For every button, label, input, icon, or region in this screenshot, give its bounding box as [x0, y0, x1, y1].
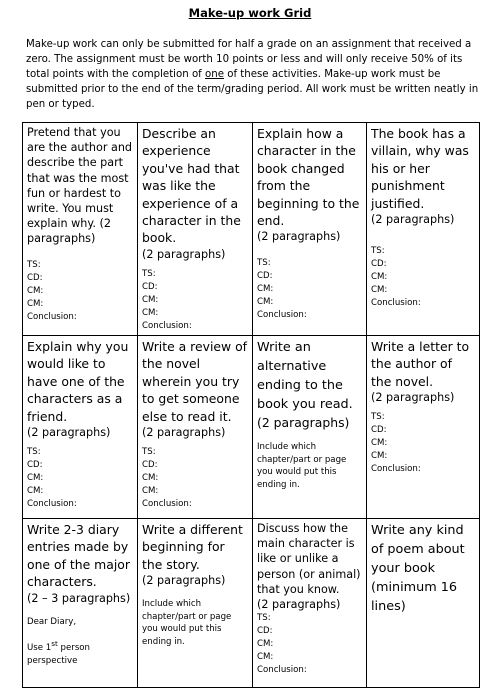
rubric-list: [371, 245, 475, 310]
rubric-cd: CD:: [27, 460, 43, 471]
grid-row: [23, 123, 480, 336]
cell-requirement: (2 paragraphs): [257, 598, 341, 612]
perspective-note: [27, 638, 133, 667]
grid-cell-novel-review: [138, 336, 253, 519]
rubric-cm: CM:: [142, 486, 159, 497]
rubric-conclusion: Conclusion:: [27, 311, 77, 322]
rubric-list: [142, 268, 248, 333]
cell-requirement: (2 paragraphs): [27, 426, 111, 440]
rubric-list: [142, 446, 248, 511]
rubric-cm: CM:: [371, 438, 388, 449]
cell-prompt: Discuss how the main character is like or unlike a person (or animal) that you know.: [257, 522, 361, 596]
cell-prompt: Pretend that you are the author and describe the part that was the most fun or hardest to write. You must explain why. (2 paragraphs): [27, 126, 133, 246]
instructions-part-1: Make-up work can only be submitted for half a grade on an assignment that received a zero. The assignment must be worth 10 points or less and will only receive 50% of its total points with the completion of: [26, 39, 472, 80]
rubric-list: [257, 257, 362, 322]
rubric-list: [257, 612, 362, 677]
rubric-cd: CD:: [142, 282, 158, 293]
grid-cell-different-beginning: [138, 519, 253, 688]
rubric-conclusion: Conclusion:: [257, 309, 307, 320]
rubric-cm: CM:: [371, 451, 388, 462]
instructions-part-2: of these activities. Make-up work must be submitted prior to the end of the term/grading period. All work must be written neatly in pen or typed.: [26, 69, 479, 110]
rubric-list: [27, 446, 133, 511]
rubric-cm: CM:: [257, 283, 274, 294]
rubric-conclusion: Conclusion:: [27, 499, 77, 510]
grid-cell-compare-character: [253, 519, 367, 688]
cell-requirement: (2 paragraphs): [371, 213, 455, 227]
cell-requirement: (2 paragraphs): [371, 391, 455, 405]
rubric-ts: TS:: [371, 246, 385, 257]
cell-prompt: Write any kind of poem about your book (minimum 16 lines): [371, 523, 465, 615]
rubric-cm: CM:: [142, 473, 159, 484]
rubric-ts: TS:: [257, 613, 271, 624]
rubric-conclusion: Conclusion:: [257, 665, 307, 676]
cell-prompt: Write 2-3 diary entries made by one of the major characters.: [27, 522, 130, 590]
rubric-ts: TS:: [27, 259, 41, 270]
rubric-cm: CM:: [27, 486, 44, 497]
grid-cell-character-change: [253, 123, 367, 336]
cell-prompt: Explain how a character in the book changed from the beginning to the end.: [257, 126, 360, 229]
cell-prompt: Write a different beginning for the story.: [142, 522, 243, 572]
rubric-conclusion: Conclusion:: [371, 464, 421, 475]
perspective-note-sup: st: [51, 639, 58, 649]
grid-cell-alternative-ending: [253, 336, 367, 519]
perspective-note-pre: Use 1: [27, 643, 52, 654]
grid-cell-villain-punishment: [367, 123, 480, 336]
grid-cell-diary-entries: [23, 519, 138, 688]
rubric-ts: TS:: [142, 269, 156, 280]
cell-prompt: Write a review of the novel wherein you try to get someone else to read it.: [142, 339, 248, 424]
instructions-underlined-word: one: [205, 69, 224, 80]
cell-note: Include which chapter/part or page you would put this ending in.: [257, 442, 347, 490]
rubric-cd: CD:: [257, 626, 273, 637]
rubric-cd: CD:: [27, 272, 43, 283]
rubric-ts: TS:: [27, 447, 41, 458]
rubric-conclusion: Conclusion:: [371, 298, 421, 309]
rubric-ts: TS:: [371, 412, 385, 423]
cell-prompt: Describe an experience you've had that was like the experience of a character in the book.: [142, 126, 241, 246]
cell-prompt: Write an alternative ending to the book you read.: [257, 340, 353, 413]
rubric-cd: CD:: [371, 259, 387, 270]
grid-row: [23, 336, 480, 519]
rubric-cm: CM:: [27, 473, 44, 484]
rubric-cm: CM:: [371, 285, 388, 296]
rubric-ts: TS:: [257, 257, 271, 268]
diary-salutation: Dear Diary,: [27, 616, 77, 627]
rubric-cd: CD:: [142, 460, 158, 471]
grid-cell-describe-experience: [138, 123, 253, 336]
perspective-note-post: person perspective: [27, 643, 91, 666]
grid-cell-letter-to-author: [367, 336, 480, 519]
cell-prompt: The book has a villain, why was his or her punishment justified.: [371, 126, 469, 211]
grid-cell-author-perspective: [23, 123, 138, 336]
page-title: Make-up work Grid: [188, 6, 312, 20]
rubric-list: [371, 411, 475, 476]
cell-prompt: Explain why you would like to have one of the characters as a friend.: [27, 339, 129, 424]
rubric-list: [27, 259, 133, 324]
cell-requirement: (2 paragraphs): [142, 247, 226, 261]
rubric-cm: CM:: [257, 639, 274, 650]
grid-cell-character-friend: [23, 336, 138, 519]
rubric-cm: CM:: [142, 308, 159, 319]
rubric-cm: CM:: [257, 296, 274, 307]
rubric-cm: CM:: [27, 298, 44, 309]
cell-requirement: (2 paragraphs): [257, 415, 350, 431]
cell-requirement: (2 paragraphs): [257, 230, 341, 244]
rubric-cm: CM:: [371, 272, 388, 283]
rubric-cd: CD:: [257, 270, 273, 281]
rubric-cm: CM:: [142, 295, 159, 306]
grid-cell-poem: [367, 519, 480, 688]
grid-row: [23, 519, 480, 688]
rubric-cm: CM:: [27, 285, 44, 296]
cell-requirement: (2 – 3 paragraphs): [27, 591, 131, 605]
rubric-cm: CM:: [257, 652, 274, 663]
rubric-conclusion: Conclusion:: [142, 321, 192, 332]
cell-prompt: Write a letter to the author of the novel.: [371, 339, 470, 389]
cell-requirement: (2 paragraphs): [142, 426, 226, 440]
makeup-work-grid: [22, 122, 480, 688]
rubric-ts: TS:: [142, 447, 156, 458]
cell-note: Include which chapter/part or page you would put this ending in.: [142, 599, 232, 647]
rubric-cd: CD:: [371, 425, 387, 436]
rubric-conclusion: Conclusion:: [142, 499, 192, 510]
cell-requirement: (2 paragraphs): [142, 574, 226, 588]
instructions-paragraph: [26, 37, 481, 112]
